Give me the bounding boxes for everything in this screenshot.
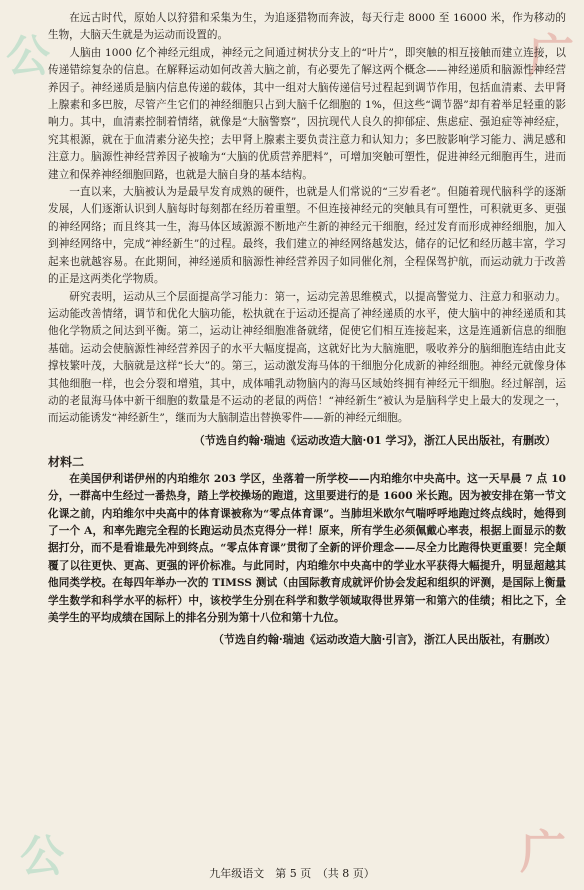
paragraph: 研究表明，运动从三个层面提高学习能力：第一，运动完善思维模式，以提高警觉力、注意力和驱动力。运动能改善情绪，调节和优化大脑功能，松执就在于运动还提高了神经递质的水平，使大脑中的神经递质和其他化学物质之间达到平衡。第二，运动让神经细胞准备就绪，促使它们相互连接起来，这是连通新信息的细胞基础。运动会使脑源性神经营养因子的水平大幅度提高，这就好比为大脑施肥，吸收养分的脑细胞连结由此支撑枝繁叶茂，大脑就是这样“长大”的。第三，运动激发海马体的干细胞分化成新的神经细胞。神经元就像身体其他细胞一样，也会分裂和增殖，其中，成体哺乳动物脑内的海马区域始终拥有神经元干细胞。经过解剖，运动的老鼠海马体中新干细胞的数量是不运动的老鼠的两倍！“神经新生”被认为是脑科学史上最大的发现之一，而运动能诱发“神经新生”，继而为大脑制造出替换零件——新的神经元细胞。 <box>48 290 566 425</box>
paragraph: 在远古时代，原始人以狩猎和采集为生，为追逐猎物而奔波，每天行走 8000 至 16000 米，作为移动的生物，大脑天生就是为运动而设置的。 <box>48 12 566 42</box>
exam-page <box>48 10 566 649</box>
watermark-right: 广 <box>528 29 574 83</box>
page-footer: 九年级语文 第 5 页 （共 8 页） <box>209 867 375 880</box>
watermark-bottom-left: 公 <box>20 831 64 882</box>
watermark-bottom-right: 广 <box>520 825 566 879</box>
paragraph: 在美国伊利诺伊州的内珀维尔 203 学区，坐落着一所学校——内珀维尔中央高中。这一天早晨 7 点 10 分，一群高中生经过一番热身，踏上学校操场的跑道，这里要进行的是 1600 米长跑。因为被安排在第一节文化课之前，内珀维尔中央高中的体育课被称为“零点体育课”。当肺坦米欧尔气喘呼呼地跑过终点线时，她得到了一个 A，和率先跑完全程的长跑运动员杰克得分一样！原来，所有学生必须佩戴心率表，根据上面显示的数据打分，而不是看谁最先冲到终点。“零点体育课”贯彻了全新的评价理念——尽全力比跑得快更重要！完全颠覆了以往更快、更高、更强的评价标准。与此同时，内珀维尔中央高中的学业水平获得大幅提升，明显超越其他同类学校。在每四年举办一次的 TIMSS 测试（由国际教育成就评价协会发起和组织的评测，是国际上衡量学生数学和科学水平的标杆）中，该校学生分别在科学和数学领域取得世界第一和第六的佳绩；相比之下，全美学生的平均成绩在国际上的排名分别为第十八位和第十九位。 <box>48 472 566 624</box>
paragraph: 一直以来，大脑被认为是最早发育成熟的硬件，也就是人们常说的“三岁看老”。但随着现代脑科学的逐渐发展，人们逐渐认识到人脑每时每刻都在经历着重塑。不但连接神经元的突触具有可塑性，可积就更多、更强的神经网络；而且终其一生，海马体区域源源不断地产生新的神经元干细胞，经过发育而形成神经细胞，加入到神经网络中，完成“神经新生”的过程。最终，我们建立的神经网络越发达，储存的记忆和经历越丰富，学习起来也就越容易。在此期间，神经递质和脑源性神经营养因子如同催化剂，全程保驾护航，而运动就力于改善的正是这两类化学物质。 <box>48 186 566 286</box>
watermark-left: 公 <box>6 31 50 82</box>
section-title: 材料二 <box>48 454 85 469</box>
source-citation: （节选自约翰·瑞迪《运动改造大脑·引言》，浙江人民出版社，有删改） <box>212 633 556 647</box>
paragraph: 人脑由 1000 亿个神经元组成，神经元之间通过树状分支上的“叶片”，即突触的相互接触而建立连接，以传递错综复杂的信息。在解释运动如何改善大脑之前，有必要先了解这两个概念——神经递质和脑源性神经营养因子。神经递质是脑内信息传递的载体，其中一组对大脑传递信号过程起到调节作用，包括血清素、去甲肾上腺素和多巴胺，尽管产生它们的神经细胞只占到大脑千亿细胞的 1%，但这些“调节器”却有着举足轻重的影响力。其中，血清素控制着情绪，就像是“大脑警察”，因抗现代人良久的抑郁症、焦虑症、强迫症等神经症，究其根源，就在于血清素分泌失控；去甲肾上腺素主要负责注意力和认知力；多巴胺影响学习能力、满足感和注意力。脑源性神经营养因子被喻为“大脑的优质营养肥料”，可增加突触可塑性，促进神经元细胞再生，进而建立和保养神经细胞回路，也就是大脑自身的基本结构。 <box>48 46 566 181</box>
source-citation: （节选自约翰·瑞迪《运动改造大脑·01 学习》，浙江人民出版社，有删改） <box>193 433 556 447</box>
